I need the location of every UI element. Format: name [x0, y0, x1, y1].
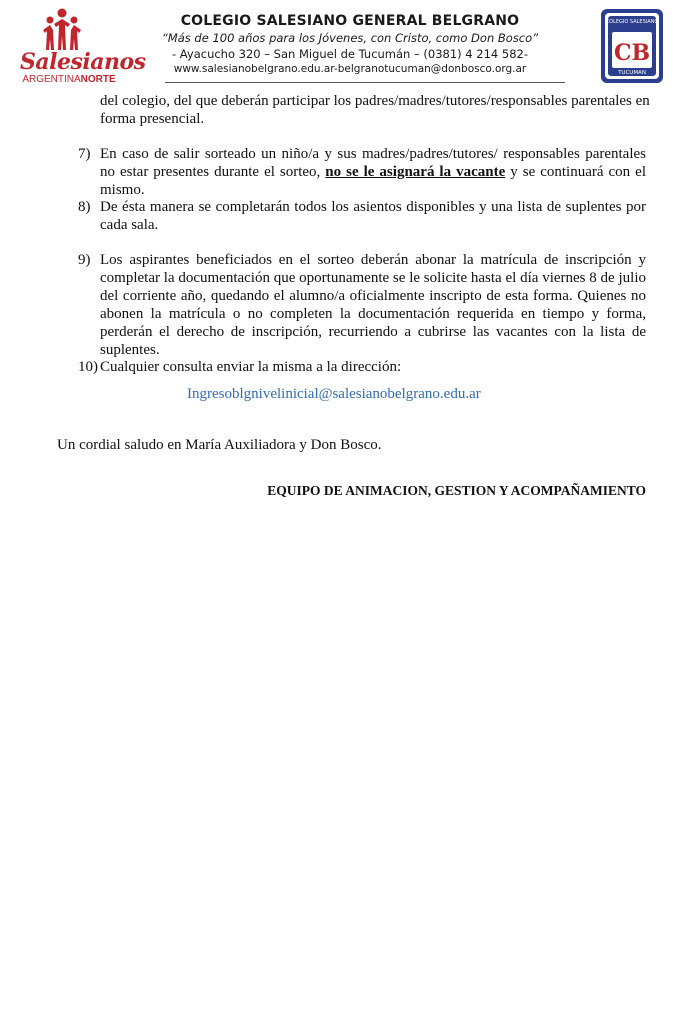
school-web-contact: www.salesianobelgrano.edu.ar-belgranotucuman@donbosco.org.ar — [173, 63, 527, 75]
list-item-8 — [78, 198, 646, 234]
crest-top-text: COLEGIO SALESIANO — [605, 19, 659, 25]
item7-text-end: y se continuará con el mismo. — [100, 164, 646, 198]
item7-emphasis: no se le asignará la vacante — [325, 164, 506, 180]
salesianos-figures-icon — [38, 8, 86, 52]
region-bold: NORTE — [80, 74, 116, 85]
intro-paragraph — [100, 92, 650, 128]
closing-greeting: Un cordial saludo en María Auxiliadora y Don Bosco. — [57, 437, 382, 453]
item-text: Los aspirantes beneficiados en el sorteo deberán abonar la matrícula de inscripción y completar la documentación que oportunamente se le solicite hasta el día viernes 8 de julio del corriente año, quedando el alumno/a oficialmente inscripto de esta forma. Quienes no abonen la matrícula o no completen la documentación requerida en tiempo y forma, perderán el derecho de inscripción, recurriendo a cubrirse las vacantes con la lista de suplentes. — [100, 252, 646, 358]
salesianos-region — [22, 74, 116, 86]
school-name: COLEGIO SALESIANO GENERAL BELGRANO — [180, 13, 520, 29]
school-address: - Ayacucho 320 – San Miguel de Tucumán – (0381) 4 214 582- — [172, 47, 528, 61]
salesianos-wordmark: Salesianos — [20, 49, 146, 75]
list-item-10 — [78, 358, 646, 376]
school-crest — [600, 8, 664, 84]
crest-bottom-text: TUCUMAN — [618, 70, 646, 76]
list-item-7 — [78, 145, 646, 199]
item-number: 9) — [78, 252, 91, 268]
signature-line: EQUIPO DE ANIMACION, GESTION Y ACOMPAÑAMIENTO — [267, 483, 646, 498]
region-regular: ARGENTINA — [22, 74, 81, 85]
salesianos-logo — [16, 8, 146, 86]
item-text: De ésta manera se completarán todos los asientos disponibles y una lista de suplentes por cada sala. — [100, 199, 646, 233]
letterhead-text — [140, 12, 560, 77]
list-item-9 — [78, 251, 646, 359]
intro-line-1: del colegio, del que deberán participar los padres/madres/tutores/responsables parentales en — [100, 93, 650, 109]
item-text: Cualquier consulta enviar la misma a la dirección: — [100, 359, 402, 375]
item-text — [100, 145, 646, 199]
contact-email-link[interactable]: Ingresoblgnivelinicial@salesianobelgrano.edu.ar — [187, 386, 481, 402]
crest-letters: CB — [613, 40, 651, 66]
school-motto: “Más de 100 años para los Jóvenes, con Cristo, como Don Bosco” — [161, 31, 539, 45]
item7-text-start: En caso de salir sorteado un niño/a y sus madres/padres/tutores/ responsables parentales no estar presentes durante el sorteo, — [100, 146, 646, 180]
item-number: 10) — [78, 359, 98, 375]
item-number: 8) — [78, 199, 91, 215]
letterhead-divider — [165, 82, 565, 83]
item-number: 7) — [78, 146, 91, 162]
intro-line-2: forma presencial. — [100, 111, 205, 127]
school-crest-icon — [600, 8, 664, 84]
letterhead — [0, 0, 700, 86]
